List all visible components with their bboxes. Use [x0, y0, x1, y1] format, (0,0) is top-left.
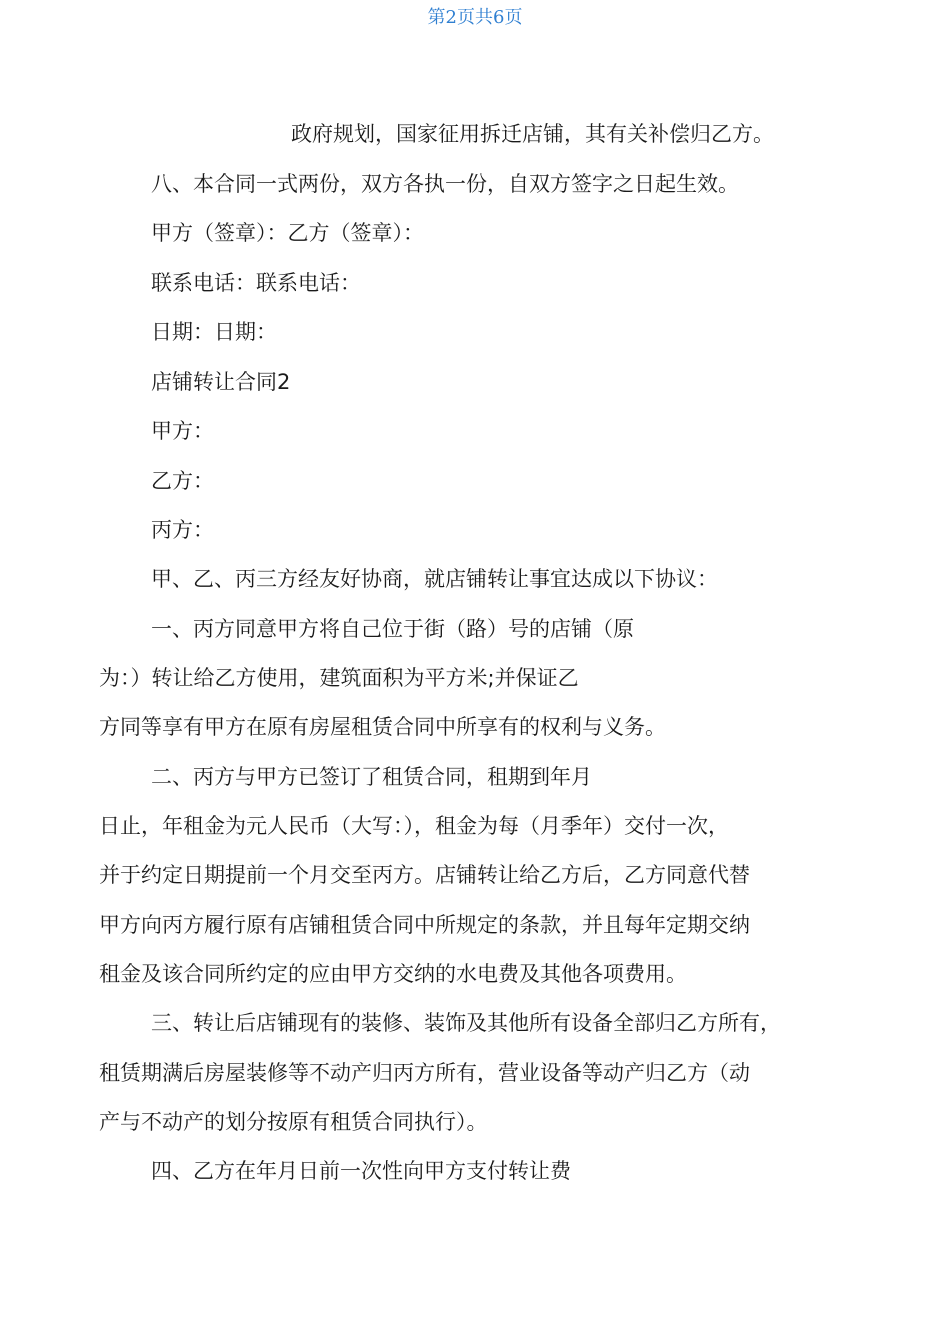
text-line: 二、丙方与甲方已签订了租赁合同，租期到年月: [151, 765, 592, 789]
text-line: 租金及该合同所约定的应由甲方交纳的水电费及其他各项费用。: [99, 962, 687, 986]
text-line: 乙方：: [151, 469, 214, 493]
text-line: 为：）转让给乙方使用，建筑面积为平方米;并保证乙: [99, 666, 579, 690]
text-line: 方同等享有甲方在原有房屋租赁合同中所享有的权利与义务。: [99, 715, 666, 739]
text-line: 甲方向丙方履行原有店铺租赁合同中所规定的条款，并且每年定期交纳: [99, 913, 750, 937]
text-line: 政府规划，国家征用拆迁店铺，其有关补偿归乙方。: [291, 122, 774, 146]
text-line: 并于约定日期提前一个月交至丙方。店铺转让给乙方后，乙方同意代替: [99, 863, 750, 887]
text-line: 联系电话：联系电话：: [151, 271, 361, 295]
text-line: 丙方：: [151, 518, 214, 542]
text-line: 一、丙方同意甲方将自己位于街（路）号的店铺（原: [151, 617, 634, 641]
text-line: 日止，年租金为元人民币（大写：），租金为每（月季年）交付一次，: [99, 814, 729, 838]
section-title: 店铺转让合同2: [151, 370, 291, 394]
text-line: 产与不动产的划分按原有租赁合同执行）。: [99, 1110, 488, 1134]
text-line: 四、乙方在年月日前一次性向甲方支付转让费: [151, 1159, 571, 1183]
text-line: 租赁期满后房屋装修等不动产归丙方所有，营业设备等动产归乙方（动: [99, 1061, 750, 1085]
text-line: 日期：日期：: [151, 320, 277, 344]
text-line: 八、本合同一式两份，双方各执一份，自双方签字之日起生效。: [151, 172, 739, 196]
text-line: 甲方：: [151, 419, 214, 443]
text-line: 甲方（签章）：乙方（签章）：: [151, 221, 424, 245]
text-line: 甲、乙、丙三方经友好协商，就店铺转让事宜达成以下协议：: [151, 567, 718, 591]
page-indicator: 第2页共6页: [427, 7, 523, 28]
text-line: 三、转让后店铺现有的装修、装饰及其他所有设备全部归乙方所有，: [151, 1011, 781, 1035]
